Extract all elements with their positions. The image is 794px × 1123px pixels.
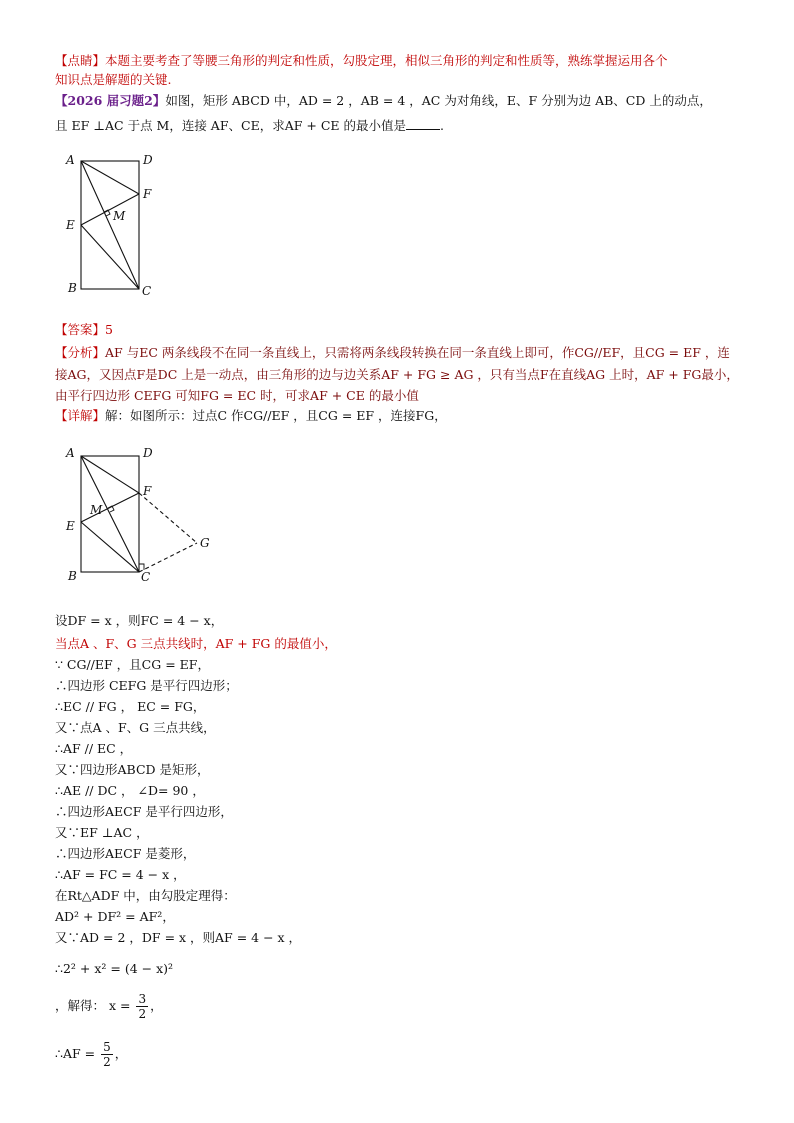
step-7: ∴AF // EC ， <box>55 741 133 756</box>
analysis-line-2: 接AG，又因点F是DC 上是一动点，由三角形的边与边关系AF + FG ≥ AG ，只有当点F在直线AG 上时，AF + FG最小， <box>55 367 739 382</box>
question-line-2 <box>55 117 444 134</box>
step-10: ∴四边形AECF 是平行四边形， <box>55 804 233 819</box>
fig1-label-c: C <box>142 284 152 298</box>
question-tag: 【2026 届习题2】 <box>55 93 166 108</box>
fig1-label-f: F <box>143 187 152 201</box>
eq3-den: 2 <box>103 1055 111 1069</box>
figure-2 <box>62 440 222 590</box>
segment-ce <box>81 522 139 572</box>
step-14: 在Rt△ADF 中，由勾股定理得： <box>55 888 236 903</box>
step-16: 又∵AD = 2 ，DF = x ，则AF = 4 − x ， <box>55 930 302 945</box>
fig2-label-a: A <box>66 446 75 460</box>
fraction-five-halves <box>101 1040 113 1069</box>
equation-1: ∴2² + x² = (4 − x)² <box>55 961 174 976</box>
fig2-label-g: G <box>200 536 210 550</box>
diagonal-ac <box>81 161 139 289</box>
step-4: ∴四边形 CEFG 是平行四边形； <box>55 678 238 693</box>
dashed-cg <box>139 543 197 572</box>
fig2-label-e: E <box>66 519 75 533</box>
fig1-label-e: E <box>66 218 75 232</box>
detail-line-1 <box>55 407 447 424</box>
step-8: 又∵四边形ABCD 是矩形， <box>55 762 210 777</box>
fig1-label-b: B <box>68 281 77 295</box>
fig1-label-a: A <box>66 153 75 167</box>
fig1-label-m: M <box>113 209 126 223</box>
segment-ce <box>81 225 139 289</box>
fig2-label-b: B <box>68 569 77 583</box>
detail-tag: 【详解】 <box>55 408 106 423</box>
fig1-label-d: D <box>143 153 153 167</box>
equation-3 <box>55 1040 127 1069</box>
eq2-pre: ，解得： x = <box>55 998 135 1013</box>
step-1: 设DF = x ，则FC = 4 − x， <box>55 613 224 628</box>
question-text-1: 如图，矩形 ABCD 中，AD = 2 ，AB = 4 ，AC 为对角线，E、F 分别为边 AB、CD 上的动点， <box>165 93 712 108</box>
answer-line <box>55 321 113 338</box>
fig2-label-c: C <box>141 570 151 584</box>
eq2-post: ， <box>150 998 163 1013</box>
fig2-label-m: M <box>90 503 103 517</box>
answer-value: 5 <box>105 322 113 337</box>
answer-blank <box>406 118 440 130</box>
eq3-num: 5 <box>103 1040 111 1054</box>
detail-text-1: 解：如图所示：过点C 作CG//EF ，且CG = EF ，连接FG， <box>105 408 447 423</box>
figure-1 <box>62 150 162 300</box>
step-2: 当点A 、F、G 三点共线时，AF + FG 的最值小， <box>55 636 337 651</box>
eq3-pre: ∴AF = <box>55 1046 100 1061</box>
eq2-num: 3 <box>138 992 147 1006</box>
dashed-fg <box>139 493 197 543</box>
analysis-tag: 【分析】 <box>55 345 106 360</box>
question-line-1 <box>55 92 712 109</box>
fig2-label-d: D <box>143 446 153 460</box>
step-13: ∴AF = FC = 4 − x ， <box>55 867 186 882</box>
fraction-three-halves <box>136 992 148 1021</box>
segment-ef <box>81 194 139 225</box>
tip-line-1 <box>55 52 668 69</box>
question-end: . <box>439 118 444 133</box>
eq3-post: ， <box>114 1046 128 1061</box>
analysis-line-3: 由平行四边形 CEFG 可知FG = EC 时，可求AF + CE 的最小值 <box>55 388 419 403</box>
step-15: AD² + DF² = AF²， <box>55 909 175 924</box>
fig2-label-f: F <box>143 484 152 498</box>
answer-tag: 【答案】 <box>55 322 106 337</box>
step-12: ∴四边形AECF 是菱形， <box>55 846 196 861</box>
equation-2 <box>55 992 163 1021</box>
question-text-2: 且 EF ⊥AC 于点 M，连接 AF、CE，求AF + CE 的最小值是 <box>55 118 406 133</box>
step-6: 又∵点A 、F、G 三点共线， <box>55 720 216 735</box>
segment-af <box>81 161 139 194</box>
eq2-den: 2 <box>138 1007 147 1021</box>
tip-tag: 【点睛】 <box>55 53 106 68</box>
step-5: ∴EC // FG ， EC = FG， <box>55 699 206 714</box>
step-11: 又∵EF ⊥AC ， <box>55 825 149 840</box>
tip-text-1: 本题主要考查了等腰三角形的判定和性质，勾股定理，相似三角形的判定和性质等，熟练掌握运用各个 <box>105 53 668 68</box>
analysis-text-1: AF 与EC 两条线段不在同一条直线上，只需将两条线段转换在同一条直线上即可，作CG//EF，且CG = EF ，连 <box>105 345 730 360</box>
step-9: ∴AE // DC ， ∠D= 90 ， <box>55 783 205 798</box>
step-3: ∵ CG//EF ，且CG = EF， <box>55 657 210 672</box>
tip-line-2: 知识点是解题的关键. <box>55 72 172 87</box>
analysis-line-1 <box>55 344 730 361</box>
